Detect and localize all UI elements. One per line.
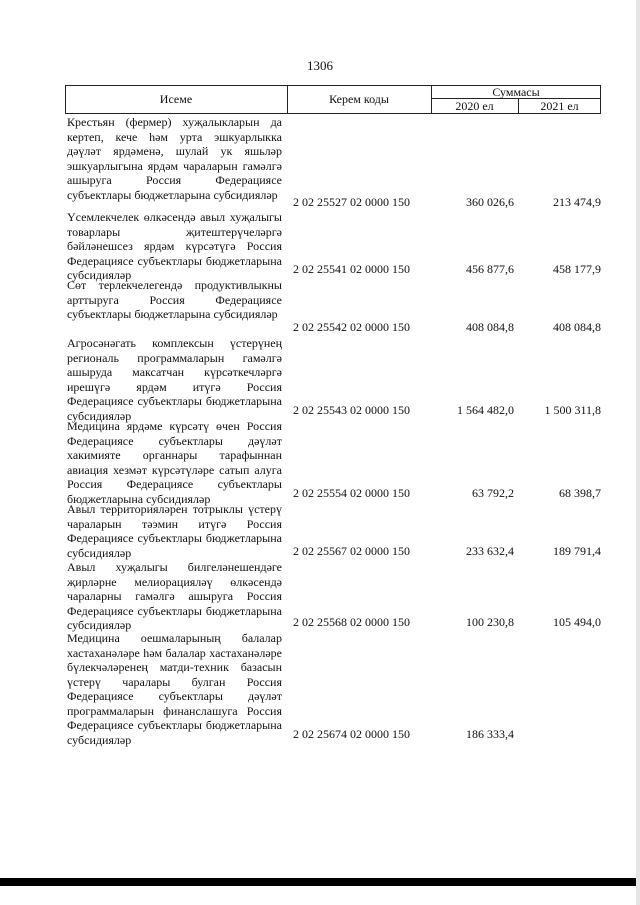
header-sums: Суммасы xyxy=(492,85,540,99)
row-code: 2 02 25567 02 0000 150 xyxy=(293,543,410,558)
table-row xyxy=(65,210,601,282)
table-row xyxy=(65,115,601,209)
row-value-2020: 63 792,2 xyxy=(472,485,514,500)
header-name: Исеме xyxy=(159,92,193,106)
row-name: Сөт терлекчелегендә продуктивлыкны арттыруга Россия Федерациясе субъектлары бюджетларына субсидияләр xyxy=(67,278,282,321)
row-code: 2 02 25674 02 0000 150 xyxy=(293,726,410,741)
table-row xyxy=(65,336,601,423)
scan-right-edge xyxy=(636,0,640,905)
row-name: Агросәнәгать комплексын үстерүнең региональ программаларын гамәлгә ашыруда максатчан күрсәткечләргә ирешүгә ярдәм итүгә Россия Федерациясе субъектлары бюджетларына субсидияләр xyxy=(67,336,282,423)
row-name: Крестьян (фермер) хуҗалыкларын да кертеп, кече һәм урта эшкуарлыкка дәүләт ярдәменә, шулай ук яшьләр эшкуарлыгына ярдәм чараларын гамәлгә ашыруга Россия Федерациясе субъектлары бюджетларына субсидияләр xyxy=(67,115,282,202)
row-value-2020: 360 026,6 xyxy=(466,194,514,209)
scan-bottom-border xyxy=(0,878,640,886)
row-code: 2 02 25541 02 0000 150 xyxy=(293,261,410,276)
row-value-2021: 458 177,9 xyxy=(553,261,601,276)
row-value-2021: 189 791,4 xyxy=(553,543,601,558)
row-code: 2 02 25542 02 0000 150 xyxy=(293,319,410,334)
page-number: 1306 xyxy=(307,58,333,73)
table-row xyxy=(65,631,601,747)
table-row xyxy=(65,502,601,558)
row-code: 2 02 25554 02 0000 150 xyxy=(293,485,410,500)
row-value-2020: 1 564 482,0 xyxy=(457,402,514,417)
row-name: Авыл территорияләрен тотрыклы үстерү чараларын тәэмин итүгә Россия Федерациясе субъектлары бюджетларына субсидияләр xyxy=(67,502,282,560)
row-value-2021: 105 494,0 xyxy=(553,614,601,629)
row-name: Медицина оешмаларының балалар хастаханәләре һәм балалар хастаханәләре бүлекчәләренең матди-техник базасын үстерү чаралары булган Россия Федерациясе субъектлары дәүләт программаларын финанслашуга Россия Федерациясе субъектлары бюджетларына субсидияләр xyxy=(67,631,282,747)
header-year-2020: 2020 ел xyxy=(455,99,494,113)
row-value-2020: 233 632,4 xyxy=(466,543,514,558)
row-value-2021: 68 398,7 xyxy=(559,485,601,500)
row-code: 2 02 25568 02 0000 150 xyxy=(293,614,410,629)
table-header xyxy=(65,85,601,113)
row-value-2020: 186 333,4 xyxy=(466,726,514,741)
row-value-2021: 1 500 311,8 xyxy=(544,402,601,417)
table-row xyxy=(65,278,601,334)
row-name: Үсемлекчелек өлкәсендә авыл хуҗалыгы товарлары җитештерүчеләргә бәйләнешсез ярдәм күрсәтүгә Россия Федерациясе субъектлары бюджетларына субсидияләр xyxy=(67,210,282,282)
row-value-2021: 213 474,9 xyxy=(553,194,601,209)
row-code: 2 02 25543 02 0000 150 xyxy=(293,402,410,417)
table-row xyxy=(65,419,601,506)
header-code: Керем коды xyxy=(329,92,389,106)
row-name: Авыл хуҗалыгы билгеләнешендәге җирләрне мелиорацияләү өлкәсендә чараларны гамәлгә ашыруга Россия Федерациясе субъектлары бюджетларына субсидияләр xyxy=(67,560,282,632)
row-value-2020: 408 084,8 xyxy=(466,319,514,334)
row-value-2020: 456 877,6 xyxy=(466,261,514,276)
header-year-2021: 2021 ел xyxy=(540,99,579,113)
row-value-2021: 408 084,8 xyxy=(553,319,601,334)
table-row xyxy=(65,560,601,632)
row-code: 2 02 25527 02 0000 150 xyxy=(293,194,410,209)
row-value-2020: 100 230,8 xyxy=(466,614,514,629)
row-name: Медицина ярдәме күрсәтү өчен Россия Федерациясе субъектлары дәүләт хакимияте органнары тарафыннан авиация хезмәт күрсәтүләре сатып алуга Россия Федерациясе субъектлары бюджетларына субсидияләр xyxy=(67,419,282,506)
